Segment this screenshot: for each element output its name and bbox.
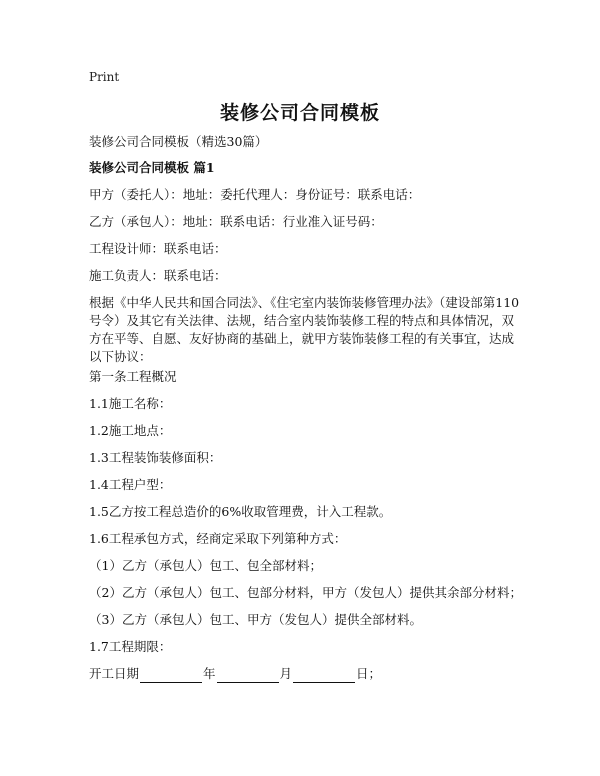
start-date-label: 开工日期 xyxy=(89,666,140,681)
item-1-5: 1.5乙方按工程总造价的6%收取管理费，计入工程款。 xyxy=(89,504,392,519)
manager-line: 施工负责人：联系电话： xyxy=(89,268,227,283)
day-label: 日； xyxy=(356,666,382,681)
party-b-line: 乙方（承包人）：地址：联系电话：行业准入证号码： xyxy=(89,214,383,229)
option-1: （1）乙方（承包人）包工、包全部材料； xyxy=(89,558,322,573)
month-label: 月 xyxy=(279,666,293,681)
day-blank xyxy=(293,669,355,683)
year-label: 年 xyxy=(203,666,216,681)
option-3: （3）乙方（承包人）包工、甲方（发包人）提供全部材料。 xyxy=(89,612,422,627)
item-1-4: 1.4工程户型： xyxy=(89,477,172,492)
item-1-1: 1.1施工名称： xyxy=(89,396,172,411)
item-1-6: 1.6工程承包方式，经商定采取下列第种方式： xyxy=(89,531,347,546)
document-subtitle: 装修公司合同模板（精选30篇） xyxy=(89,134,268,149)
item-1-2: 1.2施工地点： xyxy=(89,423,172,438)
year-blank xyxy=(140,669,202,683)
month-blank xyxy=(217,669,279,683)
print-link[interactable]: Print xyxy=(89,70,120,84)
section-heading: 装修公司合同模板 篇1 xyxy=(89,160,215,175)
preamble-paragraph: 根据《中华人民共和国合同法》、《住宅室内装饰装修管理办法》（建设部第110号令）及其它有关法律、法规，结合室内装饰装修工程的特点和具体情况，双方在平等、自愿、友好协商的基础上，就甲方装饰装修工程的有关事宜，达成以下协议： xyxy=(89,295,520,364)
document-title: 装修公司合同模板 xyxy=(219,102,380,124)
item-1-7: 1.7工程期限： xyxy=(89,639,172,654)
item-1-3: 1.3工程装饰装修面积： xyxy=(89,450,222,465)
article-1-heading: 第一条工程概况 xyxy=(89,369,177,384)
start-date-line xyxy=(89,665,521,683)
designer-line: 工程设计师：联系电话： xyxy=(89,241,227,256)
option-2: （2）乙方（承包人）包工、包部分材料，甲方（发包人）提供其余部分材料； xyxy=(89,585,522,600)
party-a-line: 甲方（委托人）：地址：委托代理人：身份证号：联系电话： xyxy=(89,187,421,202)
